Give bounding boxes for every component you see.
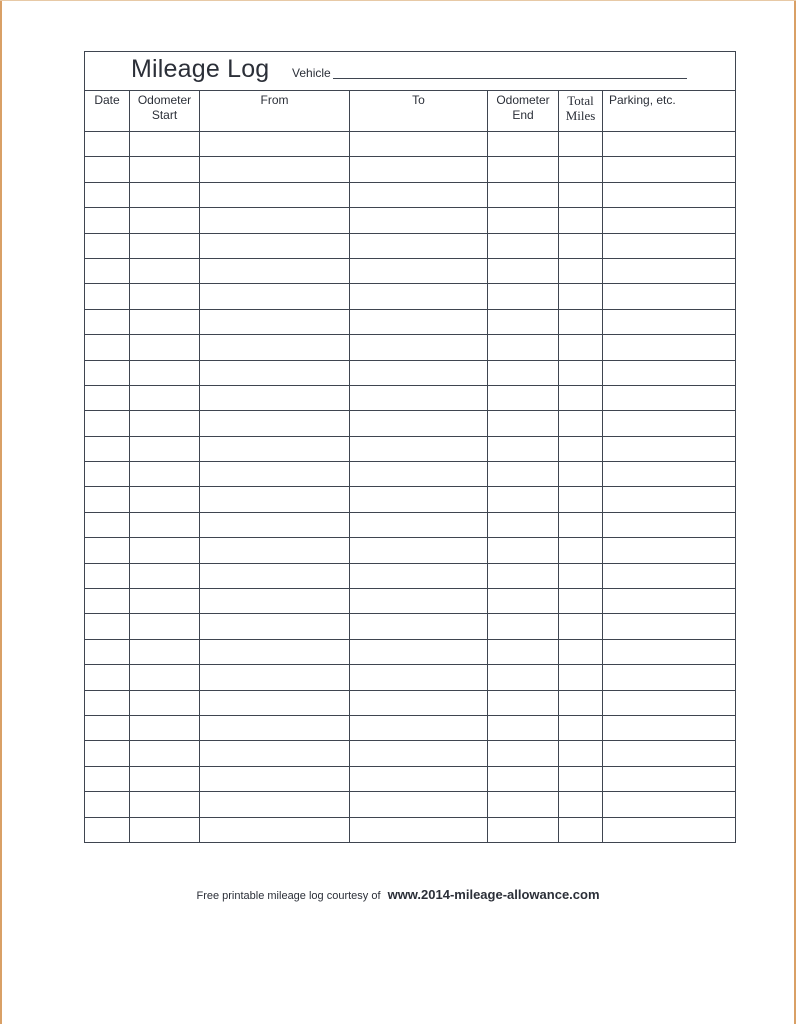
- parking-cell[interactable]: [603, 512, 736, 537]
- date-cell[interactable]: [85, 385, 130, 410]
- parking-cell[interactable]: [603, 766, 736, 791]
- odometer-start-cell[interactable]: [130, 487, 200, 512]
- table-row: [85, 284, 736, 309]
- table-row: [85, 208, 736, 233]
- from-cell[interactable]: [200, 487, 350, 512]
- from-cell[interactable]: [200, 284, 350, 309]
- odometer-start-cell[interactable]: [130, 715, 200, 740]
- date-cell[interactable]: [85, 258, 130, 283]
- parking-cell[interactable]: [603, 741, 736, 766]
- parking-cell[interactable]: [603, 335, 736, 360]
- total-miles-cell[interactable]: [559, 690, 603, 715]
- odometer-start-cell[interactable]: [130, 157, 200, 182]
- vehicle-field-line[interactable]: [333, 78, 687, 79]
- parking-cell[interactable]: [603, 462, 736, 487]
- from-cell[interactable]: [200, 309, 350, 334]
- odometer-start-cell[interactable]: [130, 335, 200, 360]
- date-cell[interactable]: [85, 690, 130, 715]
- date-cell[interactable]: [85, 512, 130, 537]
- from-cell[interactable]: [200, 462, 350, 487]
- to-cell[interactable]: [350, 411, 488, 436]
- to-cell[interactable]: [350, 157, 488, 182]
- table-row: [85, 792, 736, 817]
- odometer-end-cell[interactable]: [488, 639, 559, 664]
- odometer-start-cell[interactable]: [130, 817, 200, 842]
- to-cell[interactable]: [350, 792, 488, 817]
- table-row: [85, 589, 736, 614]
- odometer-start-cell[interactable]: [130, 436, 200, 461]
- total-miles-cell[interactable]: [559, 335, 603, 360]
- to-cell[interactable]: [350, 614, 488, 639]
- from-cell[interactable]: [200, 792, 350, 817]
- date-cell[interactable]: [85, 589, 130, 614]
- total-miles-cell[interactable]: [559, 182, 603, 207]
- parking-cell[interactable]: [603, 639, 736, 664]
- table-row: [85, 690, 736, 715]
- to-cell[interactable]: [350, 589, 488, 614]
- total-miles-cell[interactable]: [559, 715, 603, 740]
- table-row: [85, 411, 736, 436]
- date-cell[interactable]: [85, 233, 130, 258]
- to-cell[interactable]: [350, 487, 488, 512]
- table-row: [85, 309, 736, 334]
- date-cell[interactable]: [85, 436, 130, 461]
- title-row: [85, 52, 736, 91]
- total-miles-cell[interactable]: [559, 589, 603, 614]
- odometer-end-cell[interactable]: [488, 792, 559, 817]
- parking-cell[interactable]: [603, 589, 736, 614]
- table-row: [85, 335, 736, 360]
- log-entries: [85, 132, 736, 843]
- odometer-start-cell[interactable]: [130, 538, 200, 563]
- odometer-end-cell[interactable]: [488, 385, 559, 410]
- odometer-start-cell[interactable]: [130, 563, 200, 588]
- table-row: [85, 715, 736, 740]
- total-miles-cell[interactable]: [559, 462, 603, 487]
- date-cell[interactable]: [85, 563, 130, 588]
- date-cell[interactable]: [85, 132, 130, 157]
- total-miles-cell[interactable]: [559, 157, 603, 182]
- to-cell[interactable]: [350, 538, 488, 563]
- odometer-end-cell[interactable]: [488, 512, 559, 537]
- to-cell[interactable]: [350, 284, 488, 309]
- odometer-start-cell[interactable]: [130, 309, 200, 334]
- column-header-from: From: [200, 91, 350, 132]
- table-row: [85, 665, 736, 690]
- total-miles-cell[interactable]: [559, 614, 603, 639]
- parking-cell[interactable]: [603, 690, 736, 715]
- to-cell[interactable]: [350, 309, 488, 334]
- from-cell[interactable]: [200, 233, 350, 258]
- total-miles-cell[interactable]: [559, 512, 603, 537]
- odometer-start-cell[interactable]: [130, 766, 200, 791]
- total-miles-cell[interactable]: [559, 360, 603, 385]
- table-row: [85, 385, 736, 410]
- odometer-end-cell[interactable]: [488, 335, 559, 360]
- from-cell[interactable]: [200, 766, 350, 791]
- total-miles-cell[interactable]: [559, 563, 603, 588]
- odometer-start-cell[interactable]: [130, 639, 200, 664]
- from-cell[interactable]: [200, 639, 350, 664]
- parking-cell[interactable]: [603, 132, 736, 157]
- to-cell[interactable]: [350, 512, 488, 537]
- to-cell[interactable]: [350, 766, 488, 791]
- odometer-start-cell[interactable]: [130, 182, 200, 207]
- to-cell[interactable]: [350, 665, 488, 690]
- to-cell[interactable]: [350, 462, 488, 487]
- column-header-total-miles: Total Miles: [559, 91, 603, 132]
- odometer-start-cell[interactable]: [130, 411, 200, 436]
- total-miles-cell[interactable]: [559, 792, 603, 817]
- date-cell[interactable]: [85, 157, 130, 182]
- page-edge-left: [0, 0, 2, 1024]
- to-cell[interactable]: [350, 741, 488, 766]
- parking-cell[interactable]: [603, 284, 736, 309]
- date-cell[interactable]: [85, 360, 130, 385]
- date-cell[interactable]: [85, 766, 130, 791]
- odometer-end-cell[interactable]: [488, 563, 559, 588]
- to-cell[interactable]: [350, 360, 488, 385]
- parking-cell[interactable]: [603, 715, 736, 740]
- to-cell[interactable]: [350, 208, 488, 233]
- table-row: [85, 766, 736, 791]
- odometer-end-cell[interactable]: [488, 538, 559, 563]
- parking-cell[interactable]: [603, 563, 736, 588]
- total-miles-cell[interactable]: [559, 766, 603, 791]
- to-cell[interactable]: [350, 436, 488, 461]
- to-cell[interactable]: [350, 690, 488, 715]
- odometer-end-cell[interactable]: [488, 132, 559, 157]
- odometer-start-cell[interactable]: [130, 741, 200, 766]
- date-cell[interactable]: [85, 335, 130, 360]
- odometer-end-cell[interactable]: [488, 741, 559, 766]
- odometer-start-cell[interactable]: [130, 284, 200, 309]
- parking-cell[interactable]: [603, 309, 736, 334]
- odometer-end-cell[interactable]: [488, 233, 559, 258]
- date-cell[interactable]: [85, 284, 130, 309]
- from-cell[interactable]: [200, 208, 350, 233]
- from-cell[interactable]: [200, 132, 350, 157]
- odometer-end-cell[interactable]: [488, 411, 559, 436]
- to-cell[interactable]: [350, 385, 488, 410]
- parking-cell[interactable]: [603, 157, 736, 182]
- date-cell[interactable]: [85, 462, 130, 487]
- odometer-end-cell[interactable]: [488, 462, 559, 487]
- parking-cell[interactable]: [603, 385, 736, 410]
- from-cell[interactable]: [200, 411, 350, 436]
- total-miles-cell[interactable]: [559, 741, 603, 766]
- odometer-start-cell[interactable]: [130, 385, 200, 410]
- parking-cell[interactable]: [603, 792, 736, 817]
- date-cell[interactable]: [85, 715, 130, 740]
- date-cell[interactable]: [85, 487, 130, 512]
- odometer-end-cell[interactable]: [488, 589, 559, 614]
- total-miles-cell[interactable]: [559, 538, 603, 563]
- odometer-start-cell[interactable]: [130, 512, 200, 537]
- date-cell[interactable]: [85, 182, 130, 207]
- from-cell[interactable]: [200, 538, 350, 563]
- parking-cell[interactable]: [603, 487, 736, 512]
- total-miles-cell[interactable]: [559, 639, 603, 664]
- table-row: [85, 741, 736, 766]
- date-cell[interactable]: [85, 538, 130, 563]
- total-miles-cell[interactable]: [559, 284, 603, 309]
- odometer-end-cell[interactable]: [488, 487, 559, 512]
- to-cell[interactable]: [350, 715, 488, 740]
- from-cell[interactable]: [200, 690, 350, 715]
- page-edge-top: [0, 0, 796, 1]
- odometer-end-cell[interactable]: [488, 665, 559, 690]
- odometer-end-cell[interactable]: [488, 817, 559, 842]
- column-header-odometer-start: Odometer Start: [130, 91, 200, 132]
- from-cell[interactable]: [200, 715, 350, 740]
- total-miles-cell[interactable]: [559, 258, 603, 283]
- odometer-start-cell[interactable]: [130, 589, 200, 614]
- from-cell[interactable]: [200, 741, 350, 766]
- from-cell[interactable]: [200, 436, 350, 461]
- odometer-start-cell[interactable]: [130, 258, 200, 283]
- column-header-odometer-end: Odometer End: [488, 91, 559, 132]
- column-header-parking: Parking, etc.: [603, 91, 736, 132]
- total-miles-cell[interactable]: [559, 309, 603, 334]
- to-cell[interactable]: [350, 258, 488, 283]
- to-cell[interactable]: [350, 335, 488, 360]
- date-cell[interactable]: [85, 411, 130, 436]
- table-row: [85, 538, 736, 563]
- from-cell[interactable]: [200, 665, 350, 690]
- date-cell[interactable]: [85, 639, 130, 664]
- from-cell[interactable]: [200, 589, 350, 614]
- from-cell[interactable]: [200, 512, 350, 537]
- parking-cell[interactable]: [603, 614, 736, 639]
- odometer-end-cell[interactable]: [488, 258, 559, 283]
- from-cell[interactable]: [200, 360, 350, 385]
- table-row: [85, 639, 736, 664]
- vehicle-label: Vehicle: [292, 66, 331, 80]
- from-cell[interactable]: [200, 335, 350, 360]
- odometer-start-cell[interactable]: [130, 360, 200, 385]
- parking-cell[interactable]: [603, 411, 736, 436]
- odometer-start-cell[interactable]: [130, 208, 200, 233]
- to-cell[interactable]: [350, 639, 488, 664]
- odometer-end-cell[interactable]: [488, 309, 559, 334]
- table-row: [85, 512, 736, 537]
- odometer-end-cell[interactable]: [488, 157, 559, 182]
- odometer-end-cell[interactable]: [488, 360, 559, 385]
- table-row: [85, 436, 736, 461]
- table-row: [85, 132, 736, 157]
- title-cell: [85, 52, 736, 91]
- date-cell[interactable]: [85, 665, 130, 690]
- parking-cell[interactable]: [603, 233, 736, 258]
- from-cell[interactable]: [200, 385, 350, 410]
- parking-cell[interactable]: [603, 436, 736, 461]
- column-header-to: To: [350, 91, 488, 132]
- table-row: [85, 182, 736, 207]
- date-cell[interactable]: [85, 817, 130, 842]
- odometer-end-cell[interactable]: [488, 182, 559, 207]
- odometer-end-cell[interactable]: [488, 436, 559, 461]
- total-miles-cell[interactable]: [559, 817, 603, 842]
- odometer-start-cell[interactable]: [130, 665, 200, 690]
- total-miles-cell[interactable]: [559, 411, 603, 436]
- total-miles-cell[interactable]: [559, 487, 603, 512]
- total-miles-cell[interactable]: [559, 132, 603, 157]
- parking-cell[interactable]: [603, 182, 736, 207]
- to-cell[interactable]: [350, 233, 488, 258]
- date-cell[interactable]: [85, 309, 130, 334]
- table-row: [85, 258, 736, 283]
- column-header-row: [85, 91, 736, 132]
- odometer-start-cell[interactable]: [130, 233, 200, 258]
- total-miles-cell[interactable]: [559, 233, 603, 258]
- footer: [0, 887, 796, 902]
- odometer-start-cell[interactable]: [130, 792, 200, 817]
- odometer-start-cell[interactable]: [130, 614, 200, 639]
- table-row: [85, 487, 736, 512]
- odometer-end-cell[interactable]: [488, 766, 559, 791]
- odometer-start-cell[interactable]: [130, 132, 200, 157]
- parking-cell[interactable]: [603, 817, 736, 842]
- date-cell[interactable]: [85, 208, 130, 233]
- page-title: Mileage Log: [131, 55, 270, 83]
- mileage-log-table: [84, 51, 736, 843]
- total-miles-cell[interactable]: [559, 436, 603, 461]
- date-cell[interactable]: [85, 792, 130, 817]
- parking-cell[interactable]: [603, 665, 736, 690]
- table-row: [85, 817, 736, 842]
- from-cell[interactable]: [200, 182, 350, 207]
- from-cell[interactable]: [200, 817, 350, 842]
- odometer-end-cell[interactable]: [488, 715, 559, 740]
- parking-cell[interactable]: [603, 208, 736, 233]
- odometer-end-cell[interactable]: [488, 208, 559, 233]
- date-cell[interactable]: [85, 741, 130, 766]
- from-cell[interactable]: [200, 614, 350, 639]
- total-miles-cell[interactable]: [559, 208, 603, 233]
- total-miles-cell[interactable]: [559, 665, 603, 690]
- table-row: [85, 462, 736, 487]
- parking-cell[interactable]: [603, 538, 736, 563]
- table-row: [85, 563, 736, 588]
- table-row: [85, 157, 736, 182]
- date-cell[interactable]: [85, 614, 130, 639]
- from-cell[interactable]: [200, 563, 350, 588]
- table-row: [85, 233, 736, 258]
- to-cell[interactable]: [350, 132, 488, 157]
- table-row: [85, 614, 736, 639]
- from-cell[interactable]: [200, 258, 350, 283]
- odometer-start-cell[interactable]: [130, 462, 200, 487]
- parking-cell[interactable]: [603, 360, 736, 385]
- column-header-date: Date: [85, 91, 130, 132]
- to-cell[interactable]: [350, 563, 488, 588]
- parking-cell[interactable]: [603, 258, 736, 283]
- odometer-end-cell[interactable]: [488, 614, 559, 639]
- odometer-end-cell[interactable]: [488, 690, 559, 715]
- from-cell[interactable]: [200, 157, 350, 182]
- footer-url[interactable]: www.2014-mileage-allowance.com: [387, 887, 600, 902]
- odometer-start-cell[interactable]: [130, 690, 200, 715]
- table-row: [85, 360, 736, 385]
- to-cell[interactable]: [350, 817, 488, 842]
- to-cell[interactable]: [350, 182, 488, 207]
- total-miles-cell[interactable]: [559, 385, 603, 410]
- odometer-end-cell[interactable]: [488, 284, 559, 309]
- footer-text: Free printable mileage log courtesy of: [196, 890, 381, 902]
